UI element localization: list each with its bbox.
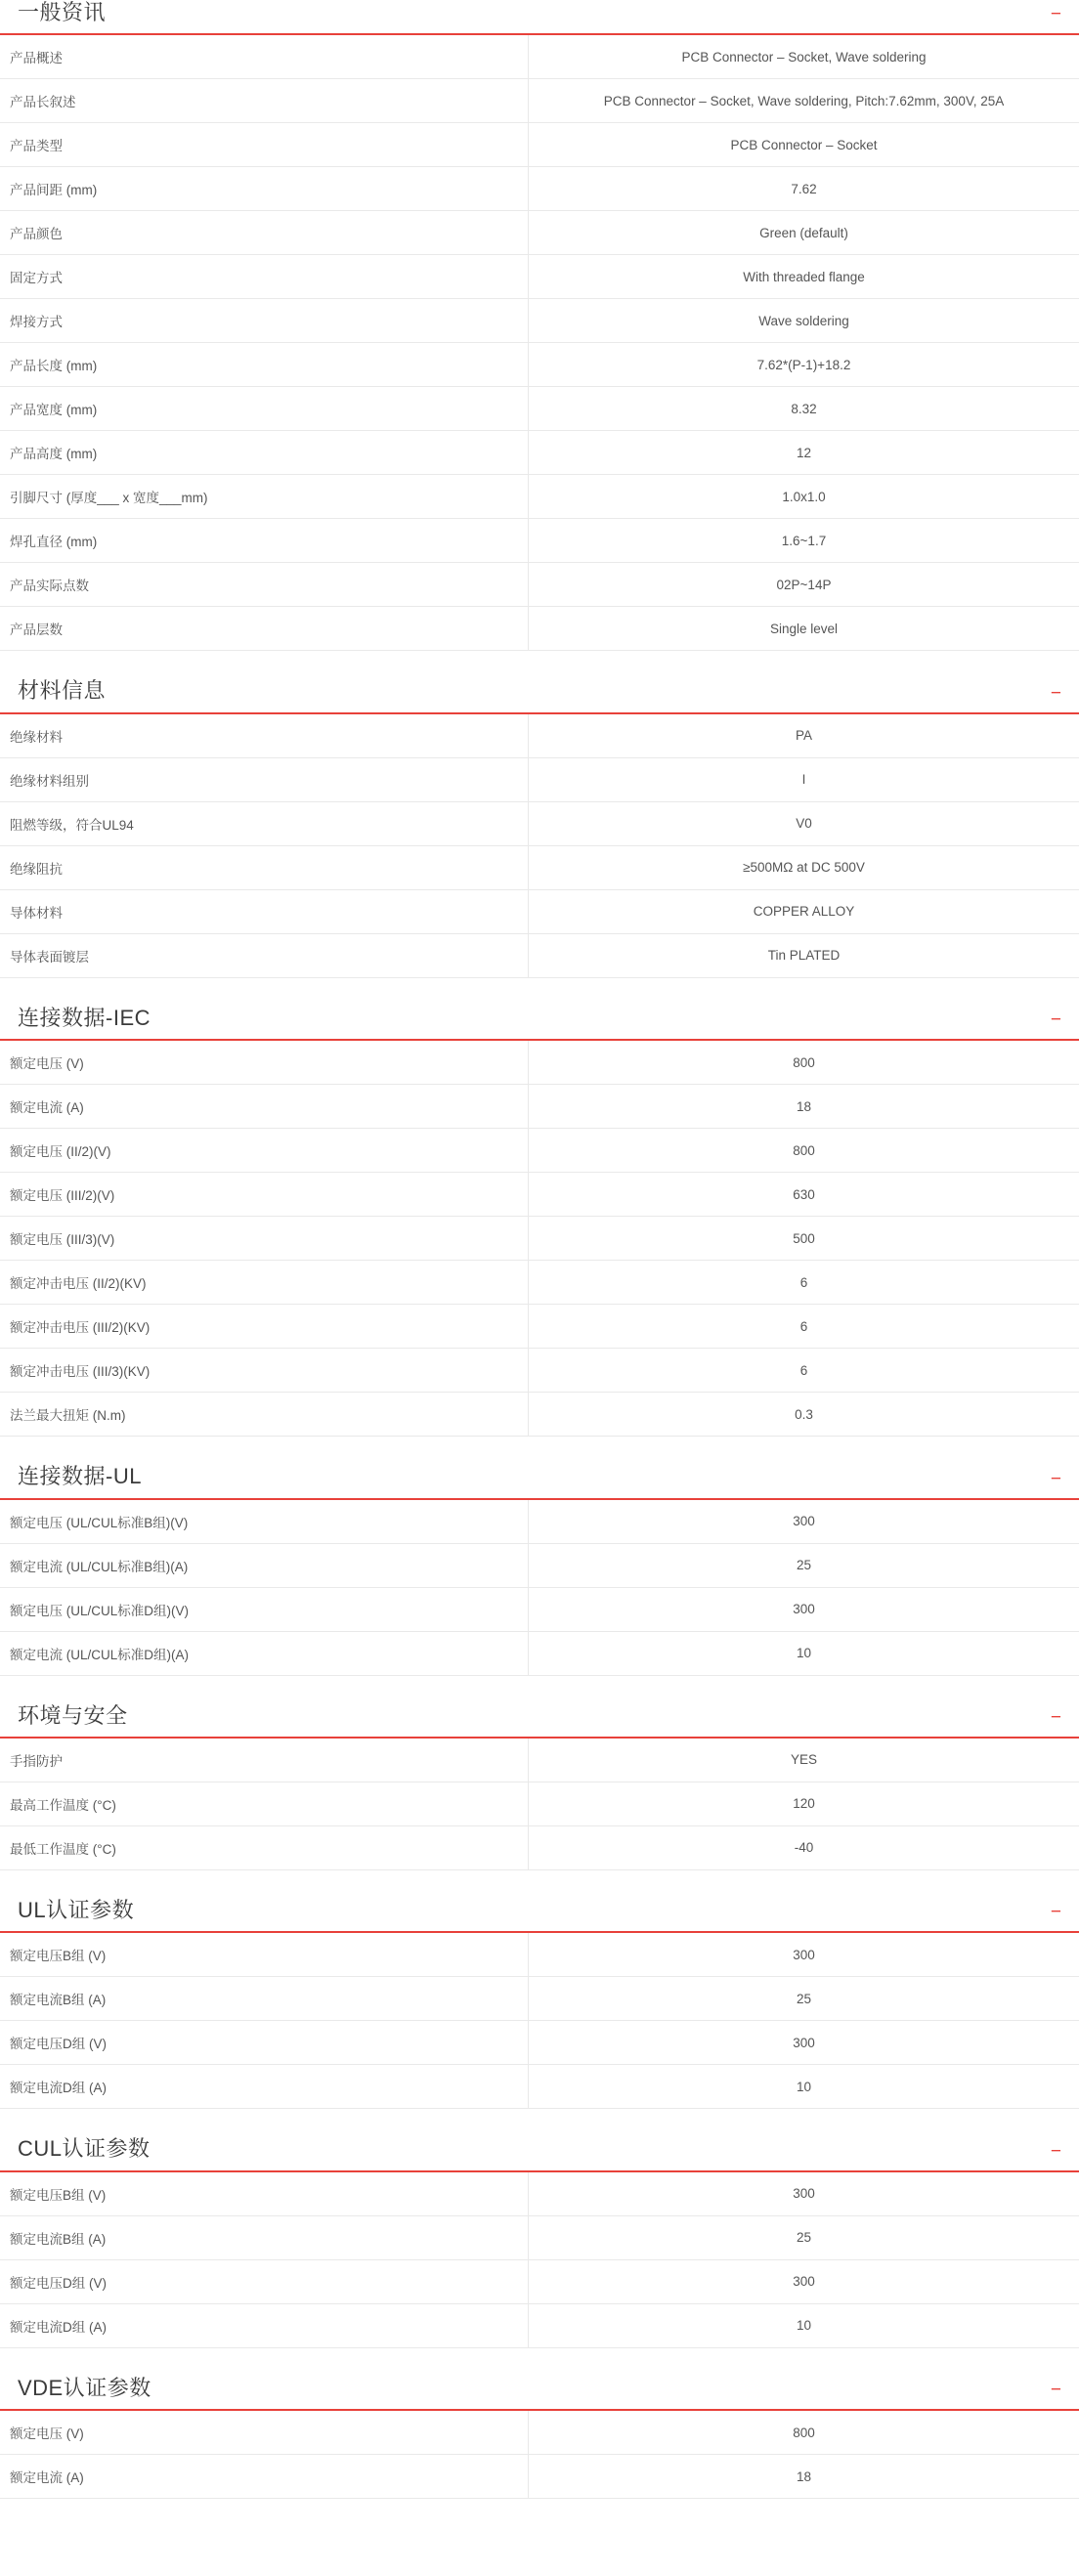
spec-label: 额定电流 (A) <box>0 1085 529 1129</box>
spec-value: 25 <box>796 1991 812 2006</box>
section-body <box>0 1739 1079 1870</box>
table-row <box>0 1543 1079 1587</box>
table-row <box>0 2455 1079 2499</box>
spec-label: 手指防护 <box>0 1739 529 1782</box>
table-row <box>0 167 1079 211</box>
spec-label: 产品宽度 (mm) <box>0 387 529 431</box>
table-row <box>0 757 1079 801</box>
table-row <box>0 2411 1079 2455</box>
spec-value: Tin PLATED <box>767 948 841 964</box>
table-row <box>0 1217 1079 1261</box>
table-row <box>0 1782 1079 1825</box>
spec-value: 02P~14P <box>776 577 832 592</box>
table-row <box>0 211 1079 255</box>
table-row <box>0 1349 1079 1393</box>
spec-table <box>0 714 1079 978</box>
spec-value: 25 <box>796 1558 812 1573</box>
section-header <box>0 0 1079 35</box>
spec-value: -40 <box>794 1840 814 1856</box>
spec-label: 额定冲击电压 (III/2)(KV) <box>0 1305 529 1349</box>
section-body <box>0 714 1079 978</box>
spec-label: 额定电压 (V) <box>0 1041 529 1085</box>
table-row <box>0 2065 1079 2109</box>
spec-value: 300 <box>793 1514 815 1529</box>
collapse-minus-icon[interactable]: − <box>1050 2140 1061 2162</box>
spec-label: 固定方式 <box>0 255 529 299</box>
spec-value: 800 <box>793 1142 815 1158</box>
table-row <box>0 845 1079 889</box>
table-row <box>0 1129 1079 1173</box>
spec-value: PCB Connector – Socket, Wave soldering <box>681 49 927 64</box>
spec-value: I <box>801 772 806 788</box>
spec-value: 630 <box>793 1186 815 1202</box>
section-title: VDE认证参数 <box>18 2375 151 2400</box>
spec-value: PCB Connector – Socket, Wave soldering, Pitch:7.62mm, 300V, 25A <box>603 93 1005 108</box>
spec-label: 导体材料 <box>0 889 529 933</box>
spec-value: YES <box>790 1752 817 1768</box>
spec-value: 6 <box>799 1274 808 1290</box>
spec-table <box>0 1041 1079 1437</box>
spec-label: 产品实际点数 <box>0 563 529 607</box>
spec-table <box>0 2172 1079 2348</box>
spec-label: 阻燃等级，符合UL94 <box>0 801 529 845</box>
spec-value: 10 <box>796 2318 812 2334</box>
spec-section <box>0 1464 1079 1675</box>
table-row <box>0 1631 1079 1675</box>
table-row <box>0 1500 1079 1544</box>
spec-section <box>0 678 1079 977</box>
spec-label: 额定电流D组 (A) <box>0 2065 529 2109</box>
spec-label: 额定电压B组 (V) <box>0 1933 529 1977</box>
table-row <box>0 255 1079 299</box>
table-row <box>0 35 1079 79</box>
spec-value: 7.62*(P-1)+18.2 <box>756 357 851 372</box>
spec-value: Green (default) <box>759 225 848 240</box>
table-row <box>0 2303 1079 2347</box>
spec-value: 300 <box>793 2186 815 2202</box>
section-header <box>0 2136 1079 2171</box>
spec-label: 额定电流 (UL/CUL标准B组)(A) <box>0 1543 529 1587</box>
spec-table <box>0 2411 1079 2499</box>
table-row <box>0 933 1079 977</box>
collapse-minus-icon[interactable]: − <box>1050 1902 1061 1923</box>
spec-section <box>0 2136 1079 2347</box>
spec-value: Single level <box>769 621 839 636</box>
spec-label: 导体表面镀层 <box>0 933 529 977</box>
spec-value: 25 <box>796 2230 812 2246</box>
spec-label: 焊接方式 <box>0 299 529 343</box>
collapse-minus-icon[interactable]: − <box>1050 682 1061 704</box>
spec-label: 额定电压 (III/3)(V) <box>0 1217 529 1261</box>
section-body <box>0 35 1079 651</box>
table-row <box>0 714 1079 758</box>
table-row <box>0 299 1079 343</box>
table-row <box>0 2215 1079 2259</box>
table-row <box>0 2172 1079 2216</box>
spec-value: 300 <box>793 2274 815 2290</box>
spec-section <box>0 1006 1079 1437</box>
spec-value: 800 <box>793 1054 815 1070</box>
spec-value: 7.62 <box>791 181 817 196</box>
spec-label: 产品长度 (mm) <box>0 343 529 387</box>
spec-label: 额定电压D组 (V) <box>0 2259 529 2303</box>
spec-value: With threaded flange <box>743 269 865 284</box>
spec-label: 额定电压B组 (V) <box>0 2172 529 2216</box>
section-body <box>0 1933 1079 2109</box>
spec-value: 300 <box>793 2035 815 2050</box>
section-header <box>0 1464 1079 1499</box>
spec-value: V0 <box>796 816 812 832</box>
spec-value: 18 <box>796 2469 812 2484</box>
section-title: 一般资讯 <box>18 0 107 24</box>
table-row <box>0 563 1079 607</box>
table-row <box>0 1739 1079 1782</box>
table-row <box>0 1977 1079 2021</box>
collapse-minus-icon[interactable]: − <box>1050 1706 1061 1728</box>
spec-value: 6 <box>799 1362 808 1378</box>
spec-label: 产品间距 (mm) <box>0 167 529 211</box>
section-title: UL认证参数 <box>18 1897 135 1922</box>
spec-value: 1.6~1.7 <box>781 533 827 548</box>
section-body <box>0 1041 1079 1437</box>
spec-value: 12 <box>796 445 812 460</box>
spec-value: 800 <box>793 2425 815 2440</box>
spec-value: 300 <box>793 1602 815 1617</box>
table-row <box>0 2021 1079 2065</box>
section-header <box>0 678 1079 713</box>
spec-label: 最低工作温度 (°C) <box>0 1825 529 1869</box>
section-header <box>0 1006 1079 1041</box>
section-body <box>0 2411 1079 2499</box>
spec-section <box>0 0 1079 651</box>
spec-label: 额定电压 (III/2)(V) <box>0 1173 529 1217</box>
section-title: CUL认证参数 <box>18 2136 151 2162</box>
collapse-minus-icon[interactable]: − <box>1050 2380 1061 2401</box>
spec-label: 额定电压 (UL/CUL标准D组)(V) <box>0 1587 529 1631</box>
spec-label: 焊孔直径 (mm) <box>0 519 529 563</box>
spec-value: 6 <box>799 1318 808 1334</box>
spec-label: 产品类型 <box>0 123 529 167</box>
table-row <box>0 79 1079 123</box>
spec-label: 引脚尺寸 (厚度___ x 宽度___mm) <box>0 475 529 519</box>
spec-label: 绝缘阻抗 <box>0 845 529 889</box>
spec-section <box>0 1898 1079 2109</box>
section-body <box>0 1500 1079 1676</box>
table-row <box>0 2259 1079 2303</box>
spec-label: 产品长叙述 <box>0 79 529 123</box>
table-row <box>0 607 1079 651</box>
table-row <box>0 343 1079 387</box>
table-row <box>0 431 1079 475</box>
table-row <box>0 1305 1079 1349</box>
spec-label: 额定电压 (II/2)(V) <box>0 1129 529 1173</box>
spec-value: PA <box>795 728 812 744</box>
spec-value: Wave soldering <box>758 313 849 328</box>
spec-value: 1.0x1.0 <box>782 489 826 504</box>
spec-value: 500 <box>793 1230 815 1246</box>
table-row <box>0 1041 1079 1085</box>
section-header <box>0 2376 1079 2411</box>
section-title: 环境与安全 <box>18 1702 128 1728</box>
spec-label: 额定电流B组 (A) <box>0 1977 529 2021</box>
table-row <box>0 1587 1079 1631</box>
spec-label: 产品颜色 <box>0 211 529 255</box>
table-row <box>0 475 1079 519</box>
spec-label: 产品概述 <box>0 35 529 79</box>
spec-label: 绝缘材料组别 <box>0 757 529 801</box>
spec-label: 额定电流D组 (A) <box>0 2303 529 2347</box>
table-row <box>0 1085 1079 1129</box>
table-row <box>0 1261 1079 1305</box>
spec-label: 额定电流 (A) <box>0 2455 529 2499</box>
spec-label: 额定电流B组 (A) <box>0 2215 529 2259</box>
collapse-minus-icon[interactable]: − <box>1050 1009 1061 1031</box>
table-row <box>0 519 1079 563</box>
spec-label: 产品高度 (mm) <box>0 431 529 475</box>
table-row <box>0 1173 1079 1217</box>
spec-label: 额定电压 (UL/CUL标准B组)(V) <box>0 1500 529 1544</box>
table-row <box>0 801 1079 845</box>
section-title: 连接数据-IEC <box>18 1005 151 1030</box>
spec-value: ≥500MΩ at DC 500V <box>743 860 865 876</box>
collapse-minus-icon[interactable]: − <box>1050 1468 1061 1489</box>
spec-value: COPPER ALLOY <box>753 904 855 920</box>
section-title: 材料信息 <box>18 678 107 704</box>
section-body <box>0 2172 1079 2348</box>
table-row <box>0 889 1079 933</box>
spec-value: 8.32 <box>791 401 817 416</box>
spec-label: 产品层数 <box>0 607 529 651</box>
collapse-minus-icon[interactable]: − <box>1050 4 1061 25</box>
table-row <box>0 1933 1079 1977</box>
spec-label: 额定电压 (V) <box>0 2411 529 2455</box>
spec-value: 120 <box>793 1796 815 1812</box>
spec-value: 10 <box>796 1646 812 1661</box>
table-row <box>0 387 1079 431</box>
spec-value: 18 <box>796 1098 812 1114</box>
spec-table <box>0 1500 1079 1676</box>
spec-label: 最高工作温度 (°C) <box>0 1782 529 1825</box>
section-title: 连接数据-UL <box>18 1464 142 1489</box>
spec-section <box>0 2376 1079 2499</box>
spec-value: PCB Connector – Socket <box>730 137 878 152</box>
spec-value: 300 <box>793 1947 815 1962</box>
table-row <box>0 1825 1079 1869</box>
spec-label: 额定电流 (UL/CUL标准D组)(A) <box>0 1631 529 1675</box>
spec-value: 10 <box>796 2079 812 2094</box>
spec-section <box>0 1703 1079 1870</box>
spec-table <box>0 1739 1079 1870</box>
spec-label: 法兰最大扭矩 (N.m) <box>0 1393 529 1437</box>
spec-value: 0.3 <box>795 1406 813 1422</box>
spec-label: 绝缘材料 <box>0 714 529 758</box>
table-row <box>0 1393 1079 1437</box>
table-row <box>0 123 1079 167</box>
spec-label: 额定冲击电压 (III/3)(KV) <box>0 1349 529 1393</box>
spec-label: 额定冲击电压 (II/2)(KV) <box>0 1261 529 1305</box>
spec-table <box>0 1933 1079 2109</box>
section-header <box>0 1703 1079 1739</box>
spec-table <box>0 35 1079 651</box>
spec-label: 额定电压D组 (V) <box>0 2021 529 2065</box>
section-header <box>0 1898 1079 1933</box>
